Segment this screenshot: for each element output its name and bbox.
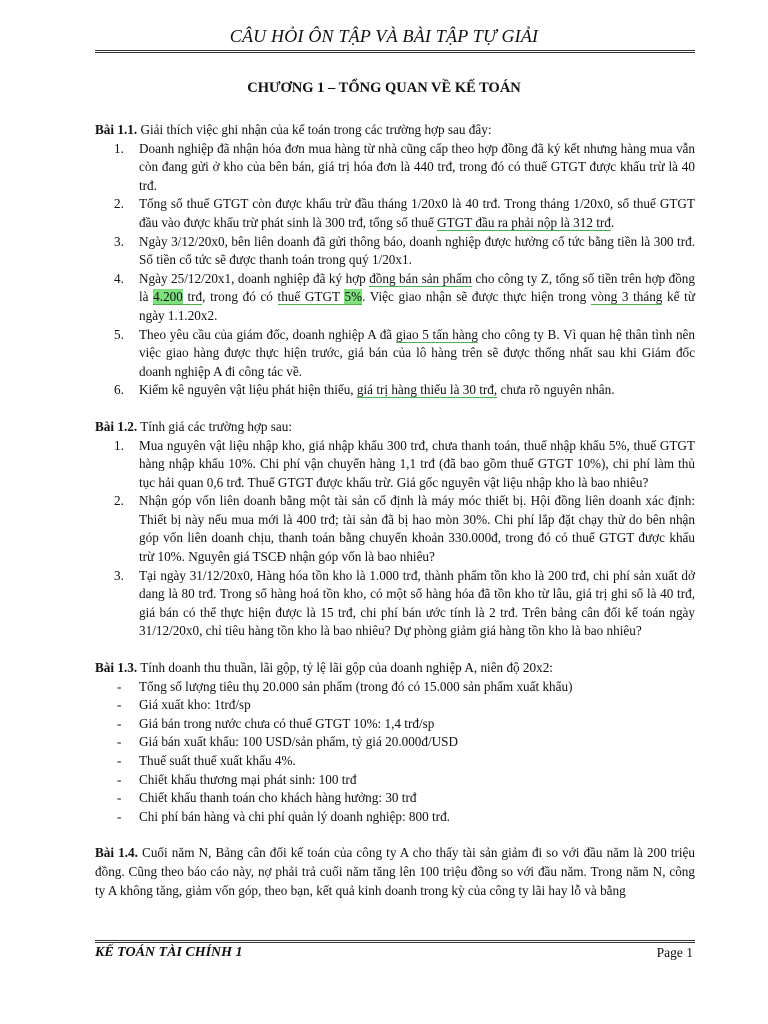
item-text: Theo yêu cầu của giám đốc, doanh nghiệp A đã [139, 326, 396, 342]
item-number: 2. [114, 493, 124, 509]
exercise-prompt: Tính doanh thu thuần, lãi gộp, tỷ lệ lãi gộp của doanh nghiệp A, niên độ 20x2: [137, 660, 553, 676]
item-text: Tổng số thuế GTGT còn được khấu trừ đầu tháng 1/20x0 là 40 trđ. Trong tháng 1/20x0, số thuế GTGT đầu vào được khấu trừ phát sinh là 300 trđ, tổng số thuế [139, 196, 695, 230]
exercise-label: Bài 1.2. [95, 418, 138, 434]
spacer [95, 641, 695, 659]
exercise-1-1-list [95, 140, 695, 400]
item-text: Giá bán trong nước chưa có thuế GTGT 10%: 1,4 trđ/sp [139, 715, 435, 731]
exercise-1-4-heading [95, 844, 695, 900]
item-text: Chiết khấu thanh toán cho khách hàng hưởng: 30 trđ [139, 790, 417, 806]
item-number: 3. [114, 567, 124, 583]
item-text: Giá xuất kho: 1trđ/sp [139, 697, 251, 713]
item-text: . [610, 214, 615, 230]
bullet-dash: - [117, 715, 122, 731]
exercise-label: Bài 1.4. [95, 845, 138, 861]
item-text: Ngày 3/12/20x0, bên liên doanh đã gửi thông báo, doanh nghiệp được hưởng cổ tức bằng tiền là 300 trđ. Số tiền cổ tức sẽ được thanh toán trong quý 1/20x1. [139, 233, 695, 268]
list-item [95, 789, 695, 808]
exercise-prompt: Giải thích việc ghi nhận của kế toán trong các trường hợp sau đây: [137, 122, 492, 137]
highlighted-text: 5% [344, 289, 363, 305]
bullet-dash: - [117, 790, 122, 806]
item-text: Mua nguyên vật liệu nhập kho, giá nhập khẩu 300 trđ, chưa thanh toán, thuế nhập khẩu 5%, thuế GTGT hàng nhập khẩu 10%. Chi phí vận chuyển hàng 1,1 trđ (đã bao gồm thuế GTGT 10%), chi phí làm thủ tục hải quan 0,6 trđ. Thuế GTGT được khấu trừ. Giá gốc nguyên vật liệu nhập kho là bao nhiêu? [139, 437, 695, 490]
page-number: Page 1 [656, 945, 693, 960]
list-item [95, 752, 695, 771]
item-text: Thuế suất thuế xuất khẩu 4%. [139, 753, 296, 768]
highlighted-text: 4.200 [153, 289, 183, 305]
exercise-prompt: Cuối năm N, Bảng cân đối kế toán của công ty A cho thấy tài sản giảm đi so với đầu năm là 200 triệu đồng. Cũng theo báo cáo này, nợ phải trả cuối năm tăng lên 100 triệu đồng so với đầu năm. Trong năm N, công ty A không tăng, giảm vốn góp, theo bạn, kết quả kinh doanh trong kỳ của công ty lãi hay lỗ và bằng [95, 845, 696, 898]
exercise-1-1-heading [95, 121, 695, 140]
bullet-dash: - [117, 753, 122, 768]
list-item [95, 270, 695, 326]
exercise-label: Bài 1.1. [95, 122, 138, 137]
item-text: , trong đó có [202, 289, 278, 305]
exercise-1-2-list [95, 437, 695, 642]
list-item [95, 733, 695, 752]
document-body [95, 121, 695, 900]
list-item [95, 678, 695, 697]
item-text: Tại ngày 31/12/20x0, Hàng hóa tồn kho là 1.000 trđ, thành phẩm tồn kho là 200 trđ, chi phí sản xuất dở dang là 80 trđ. Trong số hàng hoá tồn kho, có một số hàng hóa đã tồn kho từ lâu, giá trị ghi sổ là 40 trđ, giá bán có thể thực hiện được là 15 trđ, chi phí bán ước tính là 2 trđ. Trên bảng cân đối kế toán ngày 31/12/20x0, chỉ tiêu hàng tồn kho là bao nhiêu? Dự phòng giảm giá hàng tồn kho là bao nhiêu? [139, 567, 695, 639]
item-number: 1. [114, 140, 124, 156]
chapter-title: CHƯƠNG 1 – TỔNG QUAN VỀ KẾ TOÁN [247, 80, 521, 96]
footer-course-title: KẾ TOÁN TÀI CHÍNH 1 [95, 945, 243, 960]
item-number: 4. [114, 270, 124, 286]
item-number: 3. [114, 233, 124, 249]
item-number: 2. [114, 196, 124, 212]
bullet-dash: - [117, 771, 122, 787]
underlined-text: trđ [182, 289, 203, 305]
list-item [95, 771, 695, 790]
list-item [95, 140, 695, 196]
bullet-dash: - [117, 734, 122, 750]
item-text: Chi phí bán hàng và chi phí quản lý doanh nghiệp: 800 trđ. [139, 808, 450, 824]
underlined-text: giao 5 tấn hàng [395, 326, 478, 342]
list-item [95, 233, 695, 270]
footer-rule [95, 940, 695, 943]
bullet-dash: - [117, 678, 122, 694]
underlined-text: vòng 3 tháng [590, 289, 663, 305]
item-text: cho công ty Z, tổng số tiền trên hợp đồng là [139, 270, 695, 305]
exercise-prompt: Tính giá các trường hợp sau: [137, 418, 293, 434]
header-rule [95, 50, 695, 53]
item-text: cho công ty B. Vì quan hệ thân tình nên việc giao hàng được thực hiện trước, giá bán của lô hàng trên sẽ được thống nhất sau khi Giám đốc doanh nghiệp A đi công tác về. [139, 326, 695, 379]
item-text: Ngày 25/12/20x1, doanh nghiệp đã ký hợp [139, 270, 370, 286]
list-item [95, 808, 695, 827]
spacer [95, 400, 695, 418]
item-text: Giá bán xuất khẩu: 100 USD/sản phẩm, tỷ giá 20.000đ/USD [139, 734, 459, 750]
item-number: 6. [114, 382, 124, 398]
list-item [95, 715, 695, 734]
list-item [95, 381, 695, 400]
list-item [95, 326, 695, 382]
list-item [95, 567, 695, 641]
list-item [95, 492, 695, 566]
spacer [95, 826, 695, 844]
list-item [95, 195, 695, 232]
list-item [95, 437, 695, 493]
exercise-1-3-list [95, 678, 695, 827]
item-text: Tổng số lượng tiêu thụ 20.000 sản phẩm (trong đó có 15.000 sản phẩm xuất khẩu) [139, 678, 573, 694]
exercise-label: Bài 1.3. [95, 660, 138, 676]
page-header-title: CÂU HỎI ÔN TẬP VÀ BÀI TẬP TỰ GIẢI [229, 26, 539, 46]
exercise-1-3-heading [95, 659, 695, 678]
item-text: Kiểm kê nguyên vật liệu phát hiện thiếu, [139, 382, 357, 398]
underlined-text: GTGT đầu ra phải nộp là 312 trđ [437, 214, 611, 230]
bullet-dash: - [117, 697, 122, 713]
item-text: Nhận góp vốn liên doanh bằng một tài sản cố định là máy móc thiết bị. Hội đồng liên doanh xác định: Thiết bị này nếu mua mới là 400 trđ; tài sản đã bị hao mòn 30%. Chi phí lắp đặt chạy thử do bên nhận góp vốn liên doanh chịu, thanh toán bằng chuyển khoản 330.000đ, trong đó có thuế GTGT được khấu trừ 10%. Nguyên giá TSCĐ nhận góp vốn là bao nhiêu? [139, 493, 695, 565]
exercise-1-2-heading [95, 418, 695, 437]
item-text: Doanh nghiệp đã nhận hóa đơn mua hàng từ nhà cũng cấp theo hợp đồng đã ký kết nhưng hàng mua vẫn còn đang gửi ở kho của bên bán, giá trị hóa đơn là 440 trđ, trong đó có thuế GTGT được khấu trừ là 40 trđ. [139, 140, 695, 193]
list-item [95, 696, 695, 715]
item-text: . Việc giao nhận sẽ được thực hiện trong [362, 289, 591, 305]
item-text: Chiết khấu thương mại phát sinh: 100 trđ [139, 771, 357, 787]
underlined-text: đồng bán sản phẩm [369, 270, 472, 286]
underlined-text: giá trị hàng thiếu là 30 trđ, [356, 382, 498, 398]
item-text: chưa rõ nguyên nhân. [497, 382, 615, 398]
item-text: kể từ ngày 1.1.20x2. [139, 289, 695, 323]
item-number: 1. [114, 437, 124, 453]
bullet-dash: - [117, 808, 122, 824]
item-number: 5. [114, 326, 124, 342]
underlined-text: thuế GTGT [277, 289, 345, 305]
